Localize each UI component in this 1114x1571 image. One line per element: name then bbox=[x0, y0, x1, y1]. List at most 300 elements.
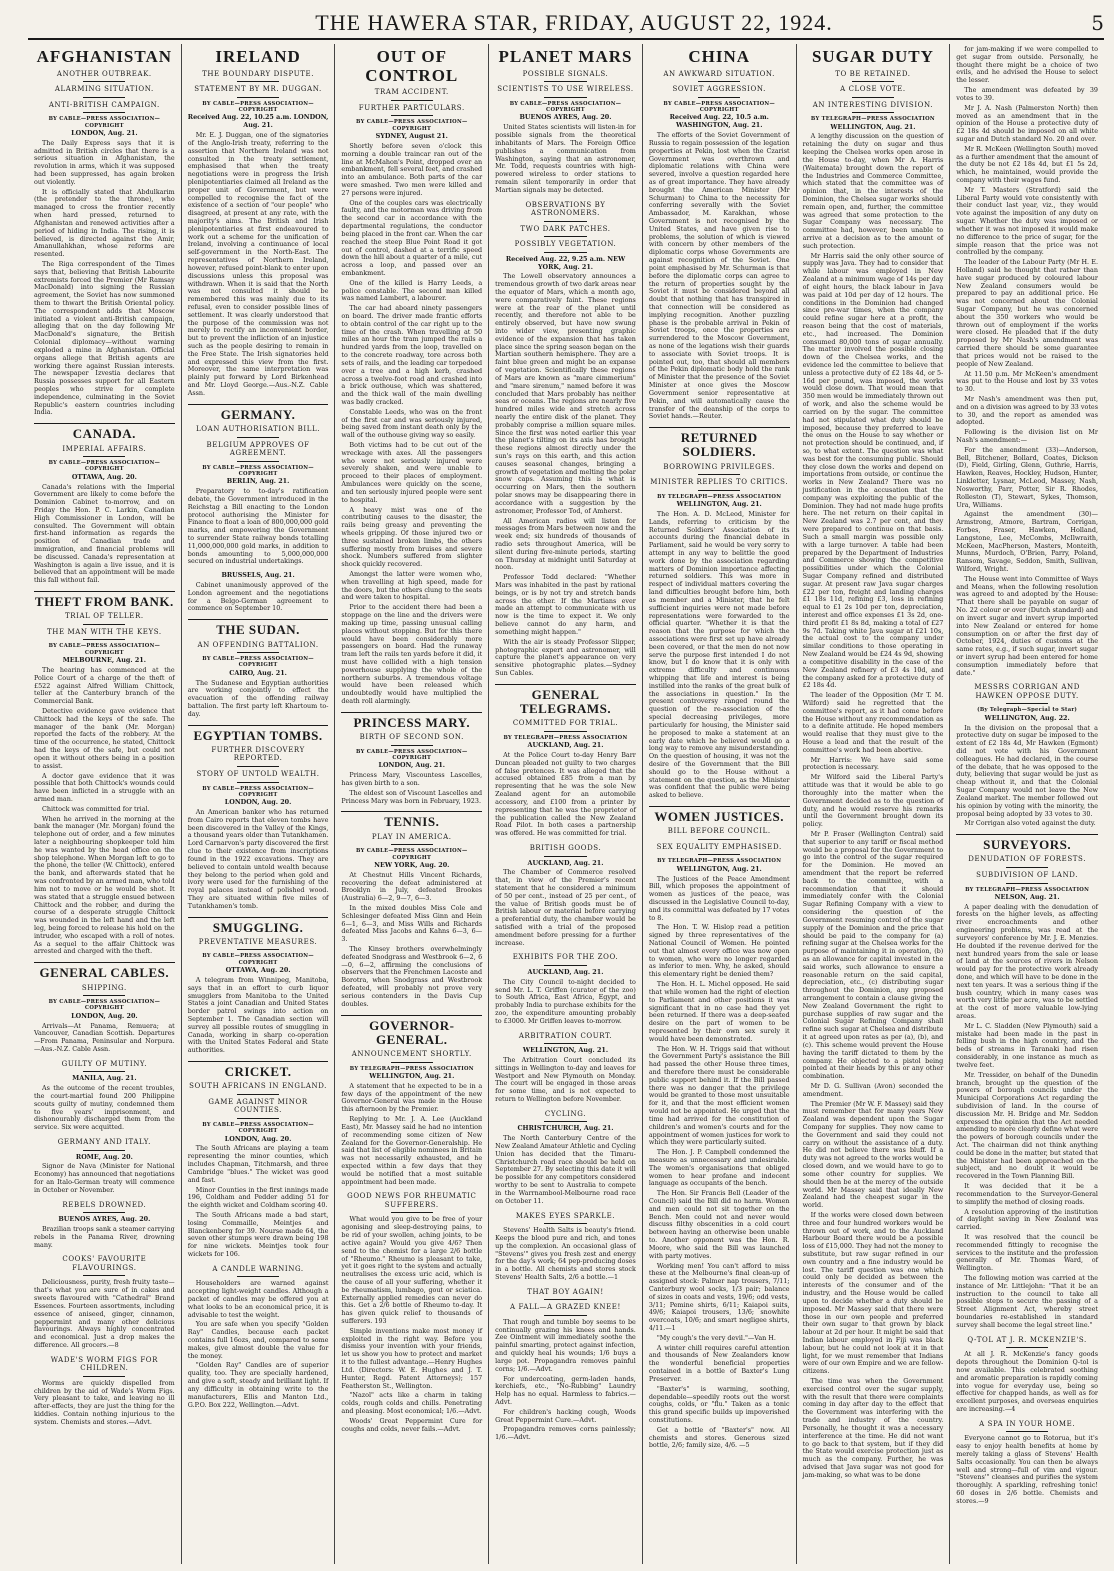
article-paragraph: Signor de Nava (Minister for National Economy) has announced that negotiations for an Italo-German treaty will commence in October or November. bbox=[34, 1162, 175, 1194]
article bbox=[34, 1060, 175, 1132]
article-paragraph: The eldest son of Viscount Lascelles and Princess Mary was born in February, 1923. bbox=[341, 788, 483, 805]
article-headline: CRICKET. bbox=[224, 1064, 292, 1080]
article bbox=[956, 1420, 1098, 1506]
article-paragraph: The Hon. J. P. Campbell condemned the measure as unnecessary and undesirable. The women's organisations that obliged women to hear profane and indecent language as occupants of the bench. bbox=[648, 1148, 790, 1188]
article bbox=[341, 811, 482, 1008]
article-paragraph: Householders are warned against accepting light-weight candles. Although a packet of candles may be offered you at what looks to be an economical price, it is advisable to test the weight. bbox=[187, 1279, 329, 1319]
subheading-rule bbox=[544, 97, 586, 98]
article-credit: BY TELEGRAPH—PRESS ASSOCIATION bbox=[657, 493, 782, 500]
article-divider bbox=[495, 684, 636, 685]
article-paragraph: If the works were closed down between three and four hundred workers would be thrown out of work, and to the Auckland Harbour Board there would be a possible loss of £15,000. They had not the money to substitute, but raw sugar refined in our own country and a fine industry would be lost. The tariff question was one which could only be decided as between the interests of the consumer and of the industry, and the House would be called upon to decide whether a duty should be imposed. Mr Massey said that there were those in our own people and preferred their own sugar to that grown by black labour at 2d per hour. It might be said that Indian labour employed in Fiji was black labour, but he could not look at it in that light, for we must remember that Indians were of our own Empire and we are fellow-citizens. bbox=[802, 1210, 944, 1376]
subheading-rule bbox=[237, 1094, 279, 1095]
article-credit: BY CABLE—PRESS ASSOCIATION—COPYRIGHT bbox=[48, 999, 161, 1012]
article-headline: SMUGGLING. bbox=[212, 919, 304, 935]
article-paragraph: Stevens' Health Salts is beauty's friend. Keeps the blood pure and rich, and tones up the complexion. An occasional glass of "Stevens'" gives you fresh zest and energy for the day's work; 64 pep-producing doses in a bottle. All chemists and stores stock Stevens' Health Salts, 2/6 a bottle.—1 bbox=[495, 1226, 636, 1281]
article-paragraph: It was decided that it be a recommendation to the Surveyor-General to simplify the method of closing roads. bbox=[956, 1182, 1098, 1206]
article-headline: GOVERNOR-GENERAL. bbox=[369, 1017, 455, 1047]
article-headline: GENERAL TELEGRAMS. bbox=[519, 686, 612, 717]
article-paragraph: Amongst the latter were women who, when travelling at high speed, made for the doors, but the others clung to the seats and were taken to hospital. bbox=[341, 570, 483, 602]
article-dateline: AUCKLAND, Aug. 21. bbox=[527, 967, 604, 976]
article-paragraph: Deliciousness, purity, fresh fruity taste—that's what you are sure of in cakes and sweets flavoured with "Cathedral" Brand Essences. Fourteen assortments, including essence of aniseed, ginger, cinnamon, peppermint and many other delicious flavourings. Always highly concentrated and economical. Just a drop makes the difference. All grocers.—8 bbox=[34, 1278, 175, 1349]
article-paragraph: That rough and tumble boy seems to be continually grazing his knees and hands. Zee Ointment will immediately soothe the painful smarting, protect against infection, and quickly heal his wounds; 1/6 buys a large pot. Propagandra removes painful corns; 1/6.—Advt. bbox=[495, 1317, 636, 1373]
article-paragraph: The South Africans made a bad start, losing Commaille, Meintjes and Blanckenberg for 39. Nourse made 64, the seven other stumps were drawn being 198 for nine wickets. Meintjes took four wickets for 106. bbox=[187, 1210, 329, 1259]
article-paragraph: "My cough's the very devil."—Van H. bbox=[656, 1333, 776, 1342]
article-dateline: Received Aug. 22, 10.5 a.m. WASHINGTON, Aug. 21. bbox=[669, 113, 769, 130]
subheading-rule bbox=[698, 490, 740, 491]
article-paragraph: Preparatory to to-day's ratification debate, the Government introduced in the Reichstag a Bill enacting to the London protocol authorising the Minister for Finance to float a loan of 800,000,000 gold marks, and empowering the Government to surrender State railway bonds totalling 11,000,000,000 gold marks, in addition to bonds amounting to 5,000,000,000 secured on industrial undertakings. bbox=[187, 487, 329, 566]
article-paragraph: Working men! You can't afford to miss these at the Melbourne's final clean-up of assigned stock: Palmer nap trousers, 7/11; Canterbury wool socks, 1/3 pair; balance of sizes in coats and vests, 19/6; odd vests, 3/11; Pemine shirts, 6/11; Kaiapoi suits, 49/6; Kaiapoi trousers, 13/6; snowhite overcoats, 10/6; and smart negligee shirts, 4/11.—1 bbox=[648, 1261, 790, 1333]
article-dateline: WELLINGTON, Aug. 21. bbox=[522, 1046, 609, 1055]
article-paragraph: "Nazol" acts like a charm in taking colds, rough colds and chills. Penetrating and pleasing. Most economical; 1/6.—Advt. bbox=[341, 1391, 483, 1415]
subheading-rule bbox=[391, 844, 433, 845]
article-credit: BY TELEGRAPH—PRESS ASSOCIATION bbox=[349, 1065, 474, 1072]
article bbox=[495, 953, 636, 1025]
article-subheading: A SPA IN YOUR HOME. bbox=[979, 1419, 1076, 1428]
article-subheading: GUILTY OF MUTINY. bbox=[61, 1059, 148, 1068]
article-paragraph: It is officially stated that Abdulkarim (the pretender to the throne), who managed to cross the frontier recently when hard pressed, returned to Afghanistan and renewed activities after a period of hiding in India. The rising, it is believed, is directed against the Amir, Amanullahkhan, whose reforms are resented. bbox=[34, 187, 175, 259]
article-paragraph: The Riga correspondent of the Times says that, believing that British Labourite extremists forced the Premier (Mr Ramsay MacDonald) into signing the Russian agreement, the Soviet has now summoned them to thwart the British Oriental policy. The correspondent adds that Moscow initiated a violent anti-British campaign, alleging that on the day following Mr MacDonald's signature, the British Colonial diplomacy—without warning exploded a mine in Afghanistan. Official organs allege that British agents are working there against Russian interests. The newspaper Izvestia declares that Russia possesses support for all Eastern peoples who strive for complete independence, culminating in the Soviet Republic's eastern countries including India. bbox=[34, 259, 175, 417]
article-subheading: TO BE RETAINED. bbox=[835, 69, 911, 78]
article-divider bbox=[341, 712, 482, 713]
article-paragraph: In the mixed doubles Miss Cole and Schlesinger defeated Miss Ginn and Hein 6—1, 6—3, and Miss Wills and Richards defeated Miss Jacobs and Kahns 6—3, 6—3. bbox=[341, 903, 483, 944]
article-credit: BY CABLE—PRESS ASSOCIATION—COPYRIGHT bbox=[202, 656, 314, 669]
article-credit: BY CABLE—PRESS ASSOCIATION—COPYRIGHT bbox=[48, 116, 161, 129]
subheading-rule bbox=[83, 995, 125, 996]
article-dateline: OTTAWA, Aug. 20. bbox=[71, 472, 137, 481]
subheading-rule bbox=[237, 1276, 279, 1277]
article-subheading: REBELS DROWNED. bbox=[62, 1200, 147, 1209]
article-paragraph: Mr R. McKeen (Wellington South) moved as a further amendment that the amount of the duty be not £2 18s 4d, but £1 5s 2d, which, he maintained, would provide the company with their wages fund. bbox=[956, 144, 1098, 184]
article bbox=[188, 725, 329, 911]
article-divider bbox=[341, 811, 482, 812]
article-paragraph: Mr P. Fraser (Wellington Central) said that superior to any tariff or fiscal method would be a proposal for the Government to go into the control of the sugar required for the Dominion. He moved an amendment that the report be referred back to the committee, with a recommendation that it should immediately confer with the Colonial Sugar Refining Company with a view to considering the question of the Government resuming control of the sugar supply of the Dominion and the price that should be paid to the company for (a) refining sugar at the Chelsea works for the purpose of maintaining it in operation, (b) as an allowance for capital invested in the said works, such allowance to ensure a reasonable return on the said capital, depreciation, etc., (c) distributing sugar throughout the Dominion, any proposed arrangement to contain a clause giving the New Zealand Government the right to purchase supplies of raw sugar and the Colonial Sugar Refining Company shall refine such sugar at Chelsea and distribute it at agreed upon rates as per (a), (b), and (c). This scheme would prevent the House having the tariff dictated to them by the company. He objected to a pistol being pointed at their heads by this or any other combination. bbox=[802, 829, 944, 1081]
subheading-rule bbox=[237, 81, 279, 82]
article-dateline: LONDON, Aug. 20. bbox=[224, 798, 292, 807]
article-subheading: MINISTER REPLIES TO CRITICS. bbox=[650, 478, 789, 487]
article-subheading: AN AWKWARD SITUATION. bbox=[663, 69, 776, 78]
article-paragraph: One of the couples cars was electrically faulty, and the motorman was driving from the second car in accordance with the departmental regulations, the conductor being placed in the front car. When the car reached the steep Blue Point Road it got out of control, dashed at a terrific speed down the hill about a quarter of a mile, cut across a loop, and passed over an embankment. bbox=[341, 198, 483, 277]
subheading-rule bbox=[852, 81, 894, 82]
article-divider bbox=[188, 1061, 329, 1062]
subheading-rule bbox=[237, 97, 279, 98]
article-paragraph: The Hon. Sir Francis Bell (Leader of the Council) said the Bill did no harm. Women and men could not sit together on the Bench. Men could not and never would discuss filthy obscenities in a cold court between having an otherwise been unable to. Another opponent was the Hon. R. Moore, who said the Bill was launched with party motives. bbox=[648, 1189, 790, 1260]
article-subheading: COOKS' FAVOURITE FLAVOURINGS. bbox=[62, 1255, 147, 1272]
subheading-rule bbox=[544, 252, 586, 253]
article-paragraph: Constable Leeds, who was on the front of the first car and was seriously injured, being saved from instant death only by the wall of the outhouse giving way so easily. bbox=[341, 407, 483, 440]
article-dateline: NELSON, Aug. 21. bbox=[994, 892, 1060, 901]
article bbox=[495, 48, 636, 195]
subheading-rule bbox=[698, 81, 740, 82]
article-dateline: LONDON, Aug. 20. bbox=[224, 1134, 292, 1143]
article-paragraph: A lengthy discussion on the question of retaining the duty on sugar and thus keeping the Chelsea works open arose in the House to-day, when Mr A. Harris (Waitemata) brought down the report of the Industries and Commerce Committee, which stated that the committee was of opinion that, in the interests of the Dominion, the Chelsea sugar works should remain open, and, further, the committee was agreed that some protection to the Sugar Company was necessary. The committee had, however, been unable to arrive at a decision as to the amount of such protection. bbox=[802, 132, 944, 250]
article-divider bbox=[649, 427, 790, 428]
article-subheading: STATEMENT BY MR. DUGGAN. bbox=[194, 85, 322, 94]
article-dateline: LONDON, Aug. 21. bbox=[378, 761, 446, 770]
article-paragraph: Mr. E. J. Duggan, one of the signatories of the Anglo-Irish treaty, referring to the assertion that Northern Ireland was not consulted in the treaty settlement, emphasised that when the treaty negotiations were in progress the Irish plenipotentiaries claimed all Ireland as the proper unit of Government, but were compelled to recognise the fact of the existence of a section of "our people" who disagreed, at present at any rate, with the majority's aims. The British and Irish plenipotentiaries at first endeavoured to work out a scheme for the unification of Ireland, involving a continuance of local self-government in the North-East. The representatives of Northern Ireland, however, refused point-blank to enter upon discussions unless this proposal was withdrawn. When it is said that the North was not consulted it should be remembered this was mainly due to its refusal, even to consider possible lines of settlement. It was clearly understood that the purpose of the commission was not merely to rectify an inconvenient border, but to prevent the infliction of an injustice such as the people desiring to remain in the Free State. The Irish signatories held and expressed this view from the first. Moreover, the same interpretation was plainly put forward by Lord Birkenhead and Mr. Lloyd George.—Aus.-N.Z. Cable Assn. bbox=[187, 131, 329, 397]
article-paragraph: Worms are quickly dispelled from children by the aid of Wade's Worm Figs. Very pleasant to take, and leaving no ill after-effects, they are just the thing for the kiddies. Contain nothing injurious to the system. Chemists and stores.—Advt. bbox=[34, 1378, 175, 1426]
article-paragraph: With the air is steady Professor Slipper, photographic expert and astronomer, will capture the planet's appearance on very sensitive photographic plates.—Sydney Sun Cables. bbox=[495, 637, 636, 677]
article-divider bbox=[34, 591, 175, 592]
article-paragraph: The Chamber of Commerce resolved that, in view of the Premier's recent statement that he considered a minimum of 50 per cent., instead of 25 per cent., of the value of British goods must be of British labour or material before carrying a preferential duty, the chamber would be satisfied with a trial of the proposed amendment before pressing for a further increase. bbox=[495, 868, 636, 947]
article-subheading: TRIAL OF TELLER. bbox=[64, 612, 144, 621]
subheading-rule bbox=[698, 854, 740, 855]
subheading-rule bbox=[237, 949, 279, 950]
subheading-rule bbox=[1006, 1431, 1049, 1432]
article-paragraph: The Premier (Mr W. F. Massey) said they must remember that for many years New Zealand was dependent upon the Sugar Company for supplies. They now came to the Government and said they could not carry on without the assistance of a duty. He did not believe there was bluff. If a duty was not agreed to the works would be closed down, and we would have to go to some other country for supplies. We should then be at the mercy of the outside world. Mr Massey said that ideally New Zealand had the cheapest sugar in the world. bbox=[802, 1099, 944, 1210]
article-subheading: SEX EQUALITY EMPHASISED. bbox=[656, 842, 782, 851]
article-subheading: EXHIBITS FOR THE ZOO. bbox=[512, 953, 619, 962]
article bbox=[495, 1110, 636, 1206]
article-headline: PRINCESS MARY. bbox=[353, 714, 471, 730]
article-dateline: WELLINGTON, Aug. 22. bbox=[984, 713, 1070, 722]
article-headline: CHINA bbox=[688, 47, 751, 66]
article-subheading: CYCLING. bbox=[544, 1109, 587, 1118]
article-paragraph: Everyone cannot go to Rotorua, but it's easy to enjoy health benefits at home by merely taking a glass of Stevens' Health Salts occasionally. You can then be always well and strong—full of vim and vigour. "Stevens'" cleanses and purifies the system thoroughly. A sparkling, refreshing tonic! 60 doses in 2/6 bottle. Chemists and stores.—9 bbox=[956, 1434, 1098, 1505]
article-dateline: MANILA, Aug. 21. bbox=[72, 1074, 137, 1083]
article-credit: BY CABLE—PRESS ASSOCIATION—COPYRIGHT bbox=[48, 460, 161, 473]
article-subheading: THE MAN WITH THE KEYS. bbox=[47, 627, 162, 636]
article-divider bbox=[188, 917, 329, 918]
article bbox=[341, 1192, 482, 1433]
subheading-rule bbox=[544, 1315, 586, 1316]
article-paragraph: Mr Wilford said the Liberal Party's attitude was that it would be able to go thoroughly into the matter when the Government decided as to the question of duty, and he would reserve his remarks until the Government brought down its policy. bbox=[802, 773, 944, 829]
subheading-rule bbox=[83, 1275, 125, 1276]
article bbox=[188, 1061, 329, 1259]
subheading-rule bbox=[83, 456, 125, 457]
article-paragraph: A winter chill requires careful attention and thousands of New Zealanders know the wonderful beneficial properties contained in a bottle of Baxter's Lung Preserver. bbox=[648, 1343, 790, 1383]
article-subheading: BRITISH GOODS. bbox=[529, 843, 602, 852]
subheading-rule bbox=[544, 236, 586, 237]
article-paragraph: Detective evidence gave evidence that Chittock had the keys of the safe. The manager of the bank (Mr. Morgan) reported the facts of the robbery. At the time of the occurrence, he stated, Chittock had the keys of the safe, but could not open it without others being in a position to assist. bbox=[34, 707, 175, 770]
article bbox=[188, 48, 329, 398]
subheading-rule bbox=[544, 221, 586, 222]
article-credit: BY TELEGRAPH—PRESS ASSOCIATION bbox=[503, 734, 628, 741]
subheading-rule bbox=[698, 474, 740, 475]
article-credit: BY CABLE—PRESS ASSOCIATION—COPYRIGHT bbox=[202, 1121, 314, 1135]
article-subheading: FURTHER PARTICULARS. bbox=[358, 103, 465, 112]
article bbox=[34, 1255, 175, 1349]
article-subheading: PREVENTATIVE MEASURES. bbox=[198, 937, 318, 946]
page-number: 5 bbox=[1091, 11, 1104, 35]
article bbox=[341, 1015, 482, 1187]
article-headline: TENNIS. bbox=[384, 814, 440, 830]
column-5 bbox=[643, 44, 797, 1564]
article-subheading: FURTHER DISCOVERY REPORTED. bbox=[211, 745, 305, 763]
columns bbox=[28, 44, 1104, 1564]
article-subheading: THAT BOY AGAIN! bbox=[527, 1287, 604, 1296]
article-subheading: BIRTH OF SECOND SON. bbox=[359, 733, 464, 742]
article-paragraph: The City Council to-night decided to send Mr. L. T. Griffen (curator of the zoo) to South Africa, East Africa, Egypt, and probably India to purchase exhibits for the zoo, the expenditure amounting probably to £3000. Mr Griffen leaves to-morrow. bbox=[495, 977, 636, 1025]
subheading-rule bbox=[544, 1223, 586, 1224]
article-subheading: SUBDIVISION OF LAND. bbox=[976, 870, 1079, 879]
article-paragraph: The leader of the Labour Party (Mr H. E. Holland) said he thought that rather than have sugar produced by coloured labour New Zealand consumers would be prepared to pay an additional price. He was not concerned about the Colonial Sugar Company, but he was concerned about the 350 workers who would be thrown out of employment if the works were closed. He pleaded that if the duty proposed by Mr Nash's amendment was carried there should be some guarantee that prices would not be raised to the people of New Zealand. bbox=[956, 258, 1098, 368]
article-paragraph: At Chestnut Hills Vincent Richards, recovering the defeat administered at Brooklyn in July, defeated Brookes (Australia) 6—2, 9—7, 6—3. bbox=[341, 870, 483, 903]
article-paragraph: Professor Todd declared: "Whether Mars was inhabited in the past by rational beings, or is by not try and stretch bands across the ether. If the Martians ever made an attempt to communicate with us now is the time to expect it. We only believe cannot do any harm, and something might happen." bbox=[495, 573, 636, 636]
article-paragraph: The leader of the Opposition (Mr T. M. Wilford) said he regretted that the committee's report, as it had come before the House without any recommendation as to a definite attitude. He hoped members would realise that they must give to the House a lead and that the result of the committee's work had been abortive. bbox=[802, 691, 944, 754]
subheading-rule bbox=[83, 1376, 125, 1377]
article bbox=[956, 1336, 1098, 1414]
article bbox=[34, 423, 175, 585]
article-paragraph: Shortly before seven o'clock this morning a double traincar ran out of the line at McMahon's Point, dropped over an embankment, fell several feet, and crashed into an ambulance. Both parts of the car were smashed. Two men were killed and 27 persons were injured. bbox=[341, 141, 483, 197]
article bbox=[188, 1265, 329, 1410]
article-headline: RETURNED SOLDIERS. bbox=[680, 430, 758, 460]
article-subheading: SOVIET AGGRESSION. bbox=[672, 85, 766, 94]
subheading-rule bbox=[544, 856, 586, 857]
article-credit: (By Telegraph—Special to Star) bbox=[977, 707, 1078, 714]
article-paragraph: The South Africans are playing a team representing the minor counties, which includes Chapman, Titchmarsh, and three Cambridge "blues." The wicket was good and fast. bbox=[187, 1144, 329, 1184]
article-paragraph: What would you give to be free of your agonising and sleep-destroying pains, to be rid of your swollen, aching joints, to be active again? Would you give 4/6? Then send to the chemist for a large 2/6 bottle of "Rheumo." Rheumo is pleasant to take, yet it goes right to the system and actually neutralises the excess uric acid, which is the cause of all your suffering, whether it be rheumatism, lumbago, gout or sciatica. Externally applied remedies can never do this. Get a 2/6 bottle of Rheumo to-day. It has given quick relief to thousands of sufferers. 193 bbox=[341, 1215, 483, 1325]
column-4 bbox=[489, 44, 643, 1564]
article-paragraph: The Daily Express says that it is admitted in British circles that there is a serious situation in Afghanistan, the revolution in arms, which it was supposed had been suppressed, has again broken out violently. bbox=[34, 138, 175, 186]
article bbox=[495, 1212, 636, 1282]
article-dateline: NEW YORK, Aug. 20. bbox=[374, 860, 450, 869]
article-paragraph: The Hon. T. W. Hislop read a petition signed by three representatives of the National Council of Women. He pointed out that almost every office was now open to women, who were no longer regarded as inferior to men. Why, he asked, should this elementary right be denied them? bbox=[648, 923, 790, 979]
article bbox=[495, 201, 636, 678]
article-paragraph: The Hon. W. H. Triggs said that without the Government Party's assistance the Bill had passed the other House three times, and therefore there must be considerable public support behind it. If the Bill passed there was no danger that the privilege would be granted to those most unsuitable for it, and that the most efficient women would not be appointed. He urged that the time had arrived for the constitution of children's and women's courts and for the appointment of women justices for work to which they were particularly suited. bbox=[648, 1044, 790, 1147]
article-headline: EGYPTIAN TOMBS. bbox=[193, 727, 323, 743]
article-subheading: PLAY IN AMERICA. bbox=[371, 832, 452, 841]
article-credit: BY CABLE—PRESS ASSOCIATION—COPYRIGHT bbox=[202, 953, 314, 966]
article-dateline: AUCKLAND, Aug. 21. bbox=[527, 858, 604, 867]
column-2 bbox=[182, 44, 336, 1564]
article-subheading: IMPERIAL AFFAIRS. bbox=[62, 444, 147, 453]
article bbox=[34, 48, 175, 417]
article-credit: BY CABLE—PRESS ASSOCIATION—COPYRIGHT bbox=[202, 100, 314, 114]
article-paragraph: It was resolved that the council be recommended fittingly to recognise the services to the institute and the profession generally of Mr. Thomas Ward, of Wellington. bbox=[956, 1232, 1098, 1273]
article-dateline: CAIRO, Aug. 21. bbox=[229, 668, 287, 677]
article-paragraph: A paper dealing with the denudation of forests on the higher levels, as affecting river encroachments and other engineering problems, was read at the surveyors' conference by Mr. J. E. Menzies. He doubted if the revenue derived for the next hundred years from the sale or lease of land at the sources of rivers in Nelson would pay for the protective work already done, and which will have to be done in the next ten years. It was a serious thing if the bush country, which in many cases was worth very little per acre, was to be settled at the cost of more valuable low-lying areas. bbox=[956, 902, 1098, 1021]
article-divider bbox=[34, 962, 175, 963]
article bbox=[34, 1138, 175, 1195]
article-dateline: BUENOS AYRES, Aug. 20. bbox=[58, 1215, 151, 1224]
article-subheading: Q-TOL AT J. R. MCKENZIE'S. bbox=[967, 1335, 1087, 1344]
article-headline: CANADA. bbox=[72, 426, 136, 442]
article-dateline: MELBOURNE, Aug. 21. bbox=[62, 656, 146, 665]
article-subheading: SOUTH AFRICANS IN ENGLAND. bbox=[189, 1082, 328, 1091]
article-paragraph: At the Police Court to-day Henry Barr Duncan pleaded not guilty to two charges of false pretences. It was alleged that the accused obtained £85 from a man by representing that he was the sole New Zealand agent for an automobile accessory, and £100 from a printer by representing that he was the proprietor of the publication called the New Zealand Road Pilot. In both cases a partnership was offered. He was committed for trial. bbox=[495, 751, 636, 838]
column-1 bbox=[28, 44, 182, 1564]
article-dateline: SYDNEY, August 21. bbox=[375, 132, 448, 141]
article-dateline: WELLINGTON, Aug. 21. bbox=[676, 864, 762, 873]
article-paragraph: The Justices of the Peace Amendment Bill, which proposes the appointment of women as justices of the peace, was discussed in the Legislative Council to-day, and its committal was defeated by 17 votes to 8. bbox=[648, 874, 790, 922]
article-subheading: GAME AGAINST MINOR COUNTIES. bbox=[208, 1097, 308, 1115]
article-subheading: SCIENTISTS TO USE WIRELESS. bbox=[497, 85, 634, 94]
subheading-rule bbox=[544, 1043, 586, 1044]
subheading-rule bbox=[391, 1062, 433, 1063]
article-paragraph: A telegram from Winnipeg, Manitoba, says that in an effort to curb liquor smugglers from Manitoba to the United States a joint Canadian and United States border patrol swings into action on September 1. The Canadian section will survey all possible routes of smuggling in Canada, working in sharp co-operation with the United States Federal and State authorities. bbox=[187, 975, 329, 1055]
article-paragraph: You are safe when you specify "Golden Ray" Candles, because each packet contains full 16ozs, and, compared to some makes, give almost double the value for the money. bbox=[187, 1320, 329, 1360]
article-paragraph: Mr. Tressider, on behalf of the Dunedin branch, brought up the question of the powers of borough councils under the Municipal Corporations Act regarding the subdivision of land. In the course of discussion Mr. H. Bridge and Mr. Seddon expressed the opinion that the Act needed amending to more clearly define what were the powers of borough councils under the Act. The chairman did not think anything could be done in the matter, but stated that the Minister had been approached on the subject, and no doubt it would be recovered in the Town Planning Bill. bbox=[956, 1070, 1098, 1181]
article-paragraph: The Arbitration Court concluded its sittings in Wellington to-day and leaves for Westport and New Plymouth on Monday. The court will be engaged in those areas for some time, and is not expected to return to Wellington before November. bbox=[495, 1056, 636, 1104]
article-paragraph: Get a bottle of "Baxter's" now. All chemists and stores. Generous sized bottle, 2/6; family size, 4/6. —5 bbox=[648, 1425, 790, 1450]
article-dateline: WELLINGTON, Aug. 21. bbox=[369, 1072, 455, 1080]
article-divider bbox=[649, 806, 790, 807]
subheading-rule bbox=[391, 100, 433, 101]
article-paragraph: Canada's relations with the Imperial Government are likely to come before the Dominion Cabinet to-morrow, and on Friday the Hon. P. C. Larkin, Canadian High Commissioner in London, will be consulted. The Government will obtain first-hand information as regards the position of Canadian trade and immigration, and financial problems will be discussed. Canada's representation at Washington is again a live issue, and it is believed that an appointment will be made this fall without fail. bbox=[34, 482, 175, 585]
article-paragraph: Replying to Mr. J. A. Lee (Auckland East), Mr. Massey said he had no intention of recommending some citizen of New Zealand for the Governor-Generalship. He said that list of eligible nominees in Britain was not necessarily exhausted, and he expected within a few days that they would be notified that a most suitable appointment had been made. bbox=[341, 1115, 483, 1186]
article-paragraph: The time was when the Government exercised control over the sugar supply, with the result that there were complaints coming in day after day to the effect that the Government was interfering with the trade and industry of the country. Personally, he thought it was a necessary interference at the time. He did not want to go back to that system, but if they did the State would exercise protection just as much as the company. Further, he was advised that Java sugar was not good for jam-making, so what was to be done bbox=[802, 1377, 944, 1479]
article-paragraph: For the amendment (33)—Anderson, Bell, Bitchener, Bollard, Coates, Dickson (D), Field, Girling, Glenn, Guthrie, Harris, Hawken, Reaves, Hockley, Hudson, Hunter, Linkletter, Lysnar, McLeod, Massey, Nash, Nosworthy, Parr, Potter, Sir R. Rhodes, Rolleston (T), Stewart, Sykes, Thomson, Ura, Williams. bbox=[956, 445, 1098, 509]
article-dateline: ROME, Aug. 20. bbox=[75, 1152, 133, 1161]
article-dateline: Received Aug. 22, 9.25 a.m. NEW YORK, Aug. 21. bbox=[505, 254, 626, 271]
article-paragraph: The car had aboard ninety passengers on board. The driver made frantic efforts to obtain control of the car right up to the time of the crash. When travelling at 50 miles an hour the tram jumped the rails a hundred yards from the loop, travelled on to the concrete roadway, tore across both sets of rails, and the leading car torpedoed over a tree and a high kerb, crashed across a twelve-foot road and crashed into a brick outhouse, which was shattered, and the thick wall of the main dwelling was badly cracked. bbox=[341, 304, 483, 406]
subheading-rule bbox=[83, 97, 125, 98]
article-headline: OUT OF CONTROL bbox=[365, 47, 459, 85]
article bbox=[803, 48, 944, 1480]
article-paragraph: The House went into Committee of Ways and Means, when the following resolution was agreed to and adopted by the House: "That there shall be payable on sugar of No. 22 colour or over (Dutch standard) and on invert sugar and invert syrup imported into New Zealand or entered for home consumption on or after the first day of October, 1924, duties of customs at the same rates, e.g., if such sugar, invert sugar or invert syrup had been entered for home consumption immediately before that date." bbox=[956, 574, 1098, 677]
article-paragraph: Simple inventions make most money if exploited in the right way. Before you dismiss your invention with your friends, let us show you how to protect and market it to the fullest advantage.—Henry Hughes Ltd. (Directors: W. E. Hughes and J. T. Hunter, Regd. Patent Attorneys); 157 Featherston St., Wellington. bbox=[341, 1326, 483, 1390]
subheading-rule bbox=[391, 1212, 433, 1213]
article-subheading: TRAM ACCIDENT. bbox=[374, 88, 449, 97]
article-paragraph: Both victims had to be cut out of the wreckage with axes. All the passengers who were not seriously injured were severely shaken, and were unable to proceed to their places of employment. Ambulances were quickly on the scene, and ten seriously injured people were sent to hospital. bbox=[341, 441, 483, 504]
article-subheading: ARBITRATION COURT. bbox=[518, 1031, 613, 1040]
article-credit: BY CABLE—PRESS ASSOCIATION—COPYRIGHT bbox=[202, 464, 314, 477]
subheading-rule bbox=[1006, 1347, 1049, 1348]
subheading-rule bbox=[1006, 883, 1049, 884]
article-paragraph: A doctor gave evidence that it was possible that both Chittock's wounds could have been inflicted in a struggle with an armed man. bbox=[34, 771, 175, 803]
subheading-rule bbox=[544, 81, 586, 82]
article bbox=[188, 404, 329, 567]
article-subheading: BILL BEFORE COUNCIL. bbox=[667, 827, 771, 836]
article-paragraph: As the outcome of the recent troubles, the court-martial found 200 Philippine scouts guilty of mutiny, condemned them to five years' imprisonment, and dishonourably discharged them from the service. Six were acquitted. bbox=[34, 1084, 175, 1132]
article-subheading: COMMITTED FOR TRIAL. bbox=[512, 719, 619, 728]
article-subheading: GOOD NEWS FOR RHEUMATIC SUFFERERS. bbox=[347, 1192, 477, 1209]
article-paragraph: The Lowell observatory announces a tremendous growth of two dark areas near the equator of Mars, which a month ago, were comparatively faint. These regions were at the rear of the planet until recently, and therefore not able to be entirely observed, but have now swung into wider view, presenting graphic evidence of the expansion that has taken place since the spring season began on the Martian southern hemisphere. They are a faint blue green and might be an expanse of vegetation. Scientifically these regions of Mars are known as "mare cimmerium" and "mare sirenum," named before it was concluded that Mars probably has neither seas or oceans. The regions are nearly five hundred miles wide and stretch across nearly the entire disk of the planet. They probably comprise a million square miles. Since the first was noted earlier this year the planet's tilting on its axis has brought these regions almost directly under the sun's rays on this earth, and this action causes seasonal changes, bringing a growth of vegetation and melting the polar snow caps. Assuming this is what is occurring on Mars, then the southern polar snows may be disappearing there in accordance with a suggestion by the astronomer, Professor Tod, of Amherst. bbox=[495, 272, 636, 515]
article-headline: SUGAR DUTY bbox=[811, 47, 934, 66]
subheading-rule bbox=[544, 965, 586, 966]
article-paragraph: Against the amendment (30)—Armstrong, Atmore, Bartram, Corrigan, Forbes, Fraser, Hawken, Holland, Langstone, Lee, McCombs, McIlwraith, McKeen, MacPherson, Masters, Monteith, Munns, Murdoch, O'Brien, Parry, Poland, Ransom, Savage, Seddon, Smith, Sullivan, Wilford, Wright. bbox=[956, 510, 1098, 573]
subheading-rule bbox=[391, 745, 433, 746]
article-dateline: WELLINGTON, Aug. 21. bbox=[676, 500, 762, 509]
masthead bbox=[28, 8, 1104, 40]
article-paragraph: Princess Mary, Viscountess Lascelles, has given birth to a son. bbox=[341, 771, 483, 787]
subheading-rule bbox=[83, 639, 125, 640]
article-paragraph: At 11.50 p.m. Mr McKeen's amendment was put to the House and lost by 33 votes to 30. bbox=[956, 369, 1098, 394]
article-paragraph: The amendment was defeated by 39 votes to 39. bbox=[956, 86, 1098, 102]
article-paragraph: The Hon. A. D. McLeod, Minister for Lands, referring to criticism by the Returned Soldiers' Association of its accounts during the financial debate in Parliament, said he would be very sorry to attempt in any way to belittle the good work done by the association regarding matters of Dominion importance affecting returned soldiers. This was more in respect of individual matters covering the land difficulties brought before him, both as member and a Minister, that he felt sufficient inquiries were not made before representations were forwarded to the official quarter. "Whether it is that the reason that the purpose for which the associations were first set up have already been covered, or that the men do not now serve the purpose first intended I do not know, but I do know that it is only with extreme difficulty and continuous whipping that life and interest is being instilled into the ranks of the great bulk of the associations in question." In the present controversy ranged round the question of the re-association of the special decreasing privileges, more particularly for housing, the Minister said he proposed to make a statement at an early date which he believed would go a long way to remove any misunderstanding. On the question of housing, it was not the desire of the Government that the Bill should go to the House without a statement on the question, as the Minister was confident that the public were being asked to believe. bbox=[648, 509, 790, 800]
article-subheading: A CLOSE VOTE. bbox=[840, 85, 906, 94]
article-subheading: POSSIBLY VEGETATION. bbox=[514, 240, 617, 249]
subheading-rule bbox=[237, 782, 279, 783]
article-divider bbox=[341, 1015, 482, 1016]
article-credit: BY TELEGRAPH—PRESS ASSOCIATION bbox=[965, 886, 1090, 893]
article-credit: BY CABLE—PRESS ASSOCIATION—COPYRIGHT bbox=[356, 119, 468, 132]
article-subheading: POSSIBLE SIGNALS. bbox=[522, 69, 609, 78]
article-headline: WOMEN JUSTICES. bbox=[654, 809, 784, 824]
article-divider bbox=[188, 725, 329, 726]
article-paragraph: Chittock was committed for trial. bbox=[42, 804, 150, 813]
article-paragraph: "Baxter's" is warming, soothing, dependable—speedily roots out the worst coughs, colds, or "flu." Taken as a tonic this grand specific builds up impoverished constitutions. bbox=[648, 1384, 790, 1424]
article bbox=[495, 844, 636, 947]
article-paragraph: The Sudanese and Egyptian authorities are working conjointly to effect the evacuation of the offending railway battalion. The first party left Khartoum to-day. bbox=[187, 678, 329, 718]
article-headline: IRELAND bbox=[215, 47, 301, 66]
article-subheading: THE BOUNDARY DISPUTE. bbox=[202, 69, 315, 78]
article-dateline: AUCKLAND, Aug. 21. bbox=[527, 741, 604, 750]
article-subheading: STORY OF UNTOLD WEALTH. bbox=[196, 770, 320, 779]
article-subheading: MESSRS CORRIGAN AND HAWKEN OPPOSE DUTY. bbox=[974, 683, 1080, 700]
article bbox=[341, 48, 482, 706]
article-paragraph: The following motion was carried at the instance of Mr. Littlejohn: "That it be an instruction to the council to take all possible steps to secure the passing of a Street Alignment Act, whereby street boundaries re-established in standard survey shall become the legal street line." bbox=[956, 1274, 1098, 1329]
article bbox=[34, 1356, 175, 1427]
subheading-rule bbox=[237, 437, 279, 438]
column-7 bbox=[950, 44, 1104, 1564]
article bbox=[495, 1032, 636, 1104]
article-paragraph: Mr J. A. Nash (Palmerston North) then moved as an amendment that in the opinion of the House a protective duty of £2 18s 4d should be imposed on all white sugar and Dutch standard No. 20 and over. bbox=[956, 103, 1098, 143]
article-headline: GERMANY. bbox=[220, 406, 296, 422]
article-paragraph: Arrivals—At Panama, Remuera; at Vancouver, Canadian Scottish. Departures—From Panama, Peninsular and Norpura.—Aus.-N.Z. Cable Assn. bbox=[34, 1021, 175, 1053]
article-paragraph: Mr Harris said the only other source of supply was Java. They had to consider that while labour was employed in New Zealand at a minimum wage of 14s per day of eight hours, the black labour in Java was paid at 10d per day of 12 hours. The conditions in the Dominion had changed since pre-war times, when the company could refine sugar here at a profit, the reason being that the cost of materials, etc., had increased. The Dominion consumed 80,000 tons of sugar annually. The matter involved the possible closing down of the Chelsea works, and the evidence led the committee to believe that unless a protective duty of £2 18s 4d, or 5-16d per pound, was imposed, the works would close down. That would mean that 350 men would be immediately thrown out of work, and also the scheme would be carried on by the sugar. The committee had not stipulated what duty should be imposed, because they preferred to leave the onus on the House to say whether or not protection should be continued, and, if so, to what extent. The question was what was best for the consuming public. Should they close down the works and depend on importations from outside, or continue the works in New Zealand? There was no justification in the accusation that the company was exploiting the public of the Dominion. They had not made huge profits here. The net return on their capital in New Zealand was 2.7 per cent, and they were prepared to continue on that basis. Such a small margin was possible only with a large turnover. A table had been prepared by the Department of Industries and Commerce showing the competitive possibilities under which the Colonial Sugar Company refined and distributed sugar. At present raw Java sugar charges £22 per ton, freight and landing charges £1 18s 11d, refining £3, loss in refining equal to £1 2s 10d per ton, depreciation, interest and office expenses £1 3s 2d, one-third profit £1 8s 8d, making a total of £27 9s 7d. Taking white Java sugar at £21 10s, the actual cost to the company under similar conditions to those operating in New Zealand would be £24 4s 9d, showing a competitive disability in the case of the New Zealand refinery of £3 4s 10d, and the company asked for a protective duty of £2 18s 4d. bbox=[802, 251, 944, 690]
article-paragraph: An American banker who has returned from Cairo reports that eleven tombs have been discovered in the Valley of the Kings, a thousand years older than Tutankhamen. Lord Carnarvon's party discovered the first clue to their existence from inscriptions found in the 1922 excavations. They are believed to contain untold wealth because they belong to the period when gold and ivory were used for the furnishing of the royal palaces instead of polished wood. They are situated within five miles of Tutankhamen's tomb. bbox=[187, 808, 329, 910]
article-paragraph: A resolution approving of the institution of daylight saving in New Zealand was carried. bbox=[956, 1207, 1098, 1232]
article-subheading: ANNOUNCEMENT SHORTLY. bbox=[351, 1050, 472, 1059]
article-paragraph: Brazilian troops sank a steamer carrying rebels in the Panama River, drowning many. bbox=[34, 1224, 175, 1249]
article bbox=[188, 572, 329, 613]
article-dateline: OTTAWA, Aug. 20. bbox=[225, 966, 291, 975]
article-paragraph: "Golden Ray" Candles are of superior quality, too. They are specially hardened, and give a soft, steady and brilliant light. If any difficulty in obtaining write to the manufacturers, Ellis and Manton Ltd., G.P.O. Box 222, Wellington.—Advt. bbox=[187, 1361, 329, 1409]
article-headline: GENERAL CABLES. bbox=[39, 965, 170, 981]
article-subheading: TWO DARK PATCHES. bbox=[520, 224, 611, 233]
article-dateline: Received Aug. 22, 10.25 a.m. LONDON, Aug. 21. bbox=[187, 113, 329, 130]
subheading-rule bbox=[544, 1121, 586, 1122]
article-subheading: OBSERVATIONS BY ASTRONOMERS. bbox=[525, 200, 606, 218]
article-dateline: WELLINGTON, Aug. 21. bbox=[830, 122, 916, 131]
article-subheading: WADE'S WORM FIGS FOR CHILDREN. bbox=[50, 1355, 158, 1373]
article-subheading: AN INTERESTING DIVISION. bbox=[812, 100, 934, 109]
article-paragraph: For undercoating, germ-laden hands, kerchiefs, etc., "No-Rubbing" Laundry Help has no equal. Harmless to fabrics.—Advt. bbox=[495, 1374, 636, 1406]
subheading-rule bbox=[237, 766, 279, 767]
article bbox=[34, 1201, 175, 1250]
subheading-rule bbox=[698, 97, 740, 98]
article-subheading: ANTI-BRITISH CAMPAIGN. bbox=[48, 100, 160, 109]
article-credit: BY TELEGRAPH—PRESS ASSOCIATION bbox=[810, 116, 935, 123]
subheading-rule bbox=[391, 115, 433, 116]
article-dateline: LONDON, Aug. 21. bbox=[71, 128, 138, 137]
article-paragraph: for jam-making if we were compelled to get sugar from outside. Personally, he thought there might be a choice of two evils, and he advised the House to select the lesser. bbox=[956, 45, 1098, 85]
subheading-rule bbox=[698, 839, 740, 840]
article-dateline: BRUSSELS, Aug. 21. bbox=[221, 571, 295, 580]
subheading-rule bbox=[83, 1150, 125, 1151]
article-divider bbox=[188, 619, 329, 620]
article-paragraph: Following is the division list on Mr Nash's amendment:— bbox=[956, 428, 1098, 444]
article-paragraph: At all J. R. McKenzie's fancy goods depots throughout the Dominion Q-tol is now available. This celebrated soothing and aromatic preparation is rapidly coming into vogue for everyday use, being so effective for chapped hands, as well as for excellent purposes, and overseas enquiries are increasing.—4 bbox=[956, 1350, 1098, 1413]
article-divider bbox=[34, 423, 175, 424]
article-divider bbox=[188, 404, 329, 405]
subheading-rule bbox=[237, 1118, 279, 1119]
article-divider bbox=[956, 834, 1098, 835]
article-paragraph: The Hon. H. L. Michel opposed. He said that while women had the right of election to Parliament and other positions it was significant that in no case had they yet been returned. If there was a deep-seated desire on the part of women to be represented by their own sex surely it would have been demonstrated. bbox=[648, 980, 790, 1043]
article-subheading: AN OFFENDING BATTALION. bbox=[197, 640, 319, 649]
article bbox=[956, 46, 1098, 677]
article bbox=[649, 427, 790, 800]
subheading-rule bbox=[83, 1071, 125, 1072]
article-dateline: CHRISTCHURCH, Aug. 21. bbox=[517, 1124, 614, 1133]
article-paragraph: United States scientists will listen-in for possible signals from the theoretical inhabitants of Mars. The Foreign Office publishes a communication from Washington, saying that an astronomer, Mr. Todd, requests countries with high-powered wireless to order stations to remain silent temporarily in order that Martian signals may be detected. bbox=[495, 123, 636, 194]
subheading-rule bbox=[83, 112, 125, 113]
article-paragraph: Woods' Great Peppermint Cure for coughs and colds, never fails.—Advt. bbox=[341, 1416, 483, 1433]
article-credit: BY CABLE—PRESS ASSOCIATION—COPYRIGHT bbox=[48, 643, 161, 656]
article-paragraph: Cabinet unanimously approved of the London agreement and the negotiations for a Belgo-German agreement to commence on September 10. bbox=[187, 581, 329, 613]
article-paragraph: The North Canterbury Centre of the New Zealand Amateur Athletic and Cycling Union has decided that the Timaru-Christchurch road race should be held on September 27. By selecting this date it will be possible for any competitors considered worthy to be sent to Australia to compete in the Warrnambool-Melbourne road race on October 11. bbox=[495, 1134, 636, 1205]
article-paragraph: One of the killed is Harry Leeds, a police constable. The second man killed was named Lambert, a labourer. bbox=[341, 278, 483, 303]
article bbox=[956, 834, 1098, 1330]
article-headline: PLANET MARS bbox=[498, 47, 633, 66]
article bbox=[34, 591, 175, 956]
article-paragraph: A heavy mist was one of the contributing causes to the disaster, the rails being greasy and preventing the wheels gripping. Of those injured two or three sustained broken limbs, the others suffering mostly from bruises and severe shock. Numbers suffered from slighter shock quickly recovered. bbox=[341, 505, 483, 569]
article-subheading: ANOTHER OUTBREAK. bbox=[56, 69, 152, 78]
article-credit: BY CABLE—PRESS ASSOCIATION—COPYRIGHT bbox=[202, 785, 314, 798]
article-subheading: SHIPPING. bbox=[81, 983, 127, 992]
article-dateline: BERLIN, Aug. 21. bbox=[226, 477, 290, 486]
